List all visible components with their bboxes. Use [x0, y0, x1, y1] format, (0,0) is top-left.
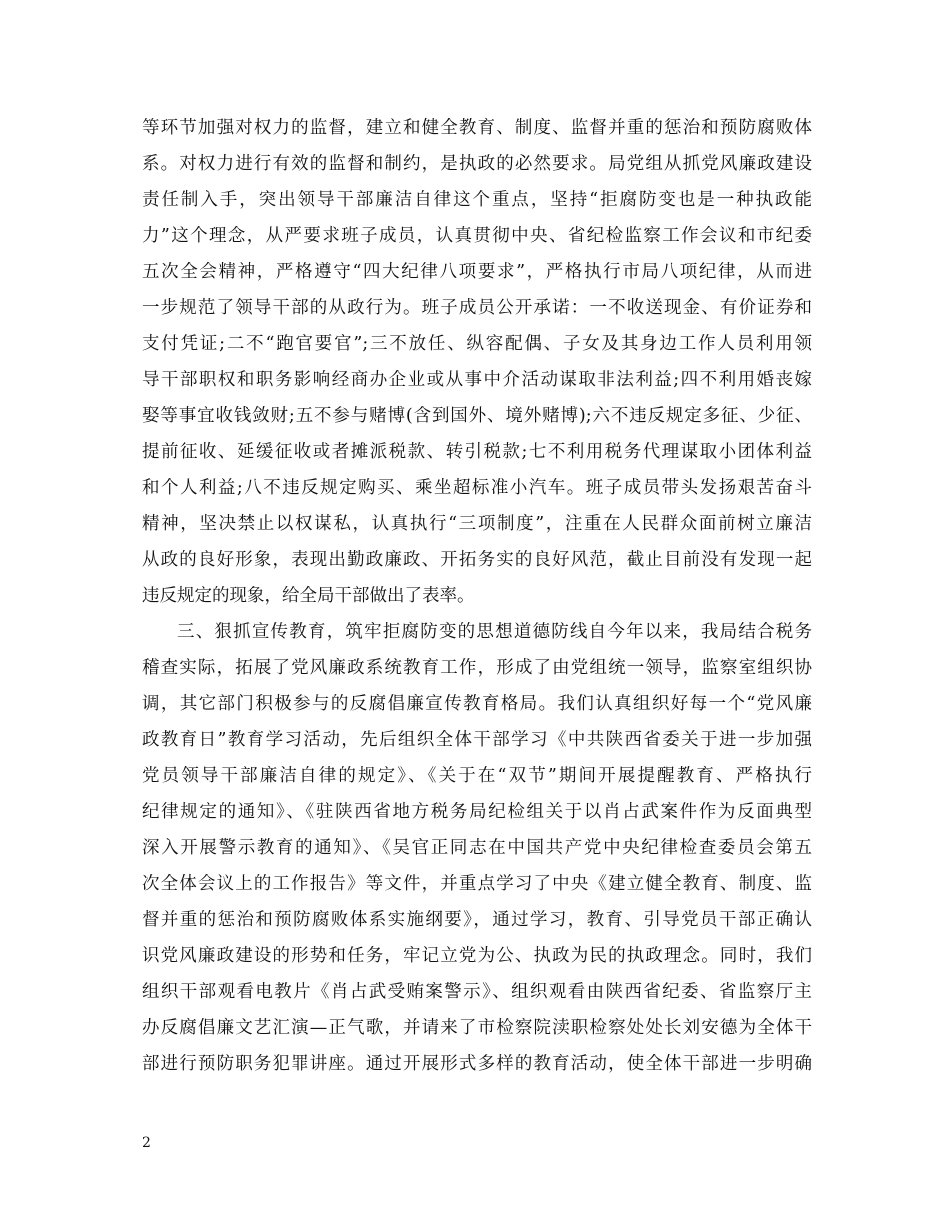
- text-line: 纪律规定的通知》、《驻陕西省地方税务局纪检组关于以肖占武案件作为反面典型: [142, 802, 812, 822]
- text-line: 精神，坚决禁止以权谋私，认真执行“三项制度”，注重在人民群众面前树立廉洁: [142, 514, 812, 534]
- text-line: 政教育日”教育学习活动，先后组织全体干部学习《中共陕西省委关于进一步加强: [142, 730, 812, 750]
- text-line: 五次全会精神，严格遵守“四大纪律八项要求”，严格执行市局八项纪律，从而进: [142, 262, 812, 282]
- text-line: 从政的良好形象，表现出勤政廉政、开拓务实的良好风范，截止目前没有发现一起: [142, 550, 812, 570]
- text-line: 系。对权力进行有效的监督和制约，是执政的必然要求。局党组从抓党风廉政建设: [142, 154, 812, 174]
- text-line: 稽查实际，拓展了党风廉政系统教育工作，形成了由党组统一领导，监察室组织协: [142, 658, 812, 678]
- text-line: 次全体会议上的工作报告》等文件，并重点学习了中央《建立健全教育、制度、监: [142, 874, 812, 894]
- text-line: 调，其它部门积极参与的反腐倡廉宣传教育格局。我们认真组织好每一个“党风廉: [142, 694, 812, 714]
- text-line: 导干部职权和职务影响经商办企业或从事中介活动谋取非法利益;四不利用婚丧嫁: [142, 370, 812, 390]
- text-line: 支付凭证;二不“跑官要官”;三不放任、纵容配偶、子女及其身边工作人员利用领: [142, 334, 812, 354]
- page-number: 2: [142, 1135, 151, 1151]
- text-line: 提前征收、延缓征收或者摊派税款、转引税款;七不利用税务代理谋取小团体利益: [142, 442, 812, 462]
- text-line: 识党风廉政建设的形势和任务，牢记立党为公、执政为民的执政理念。同时，我们: [142, 946, 812, 966]
- text-line: 违反规定的现象，给全局干部做出了表率。: [142, 586, 475, 606]
- text-line: 组织干部观看电教片《肖占武受贿案警示》、组织观看由陕西省纪委、省监察厅主: [142, 982, 812, 1002]
- text-line: 深入开展警示教育的通知》、《吴官正同志在中国共产党中央纪律检查委员会第五: [142, 838, 812, 858]
- text-line: 和个人利益;八不违反规定购买、乘坐超标准小汽车。班子成员带头发扬艰苦奋斗: [142, 478, 812, 498]
- text-line: 娶等事宜收钱敛财;五不参与赌博(含到国外、境外赌博);六不违反规定多征、少征、: [142, 406, 812, 426]
- text-line: 办反腐倡廉文艺汇演—正气歌，并请来了市检察院渎职检察处处长刘安德为全体干: [142, 1018, 812, 1038]
- text-line: 党员领导干部廉洁自律的规定》、《关于在“双节”期间开展提醒教育、严格执行: [142, 766, 812, 786]
- text-line: 力”这个理念，从严要求班子成员，认真贯彻中央、省纪检监察工作会议和市纪委: [142, 226, 812, 246]
- text-line: 等环节加强对权力的监督，建立和健全教育、制度、监督并重的惩治和预防腐败体: [142, 118, 812, 138]
- text-line: 部进行预防职务犯罪讲座。通过开展形式多样的教育活动，使全体干部进一步明确: [142, 1054, 812, 1074]
- text-line: 责任制入手，突出领导干部廉洁自律这个重点，坚持“拒腐防变也是一种执政能: [142, 190, 812, 210]
- text-line: 督并重的惩治和预防腐败体系实施纲要》，通过学习，教育、引导党员干部正确认: [142, 910, 812, 930]
- text-line: 一步规范了领导干部的从政行为。班子成员公开承诺：一不收送现金、有价证券和: [142, 298, 812, 318]
- text-line: 三、狠抓宣传教育，筑牢拒腐防变的思想道德防线自今年以来，我局结合税务: [177, 622, 812, 642]
